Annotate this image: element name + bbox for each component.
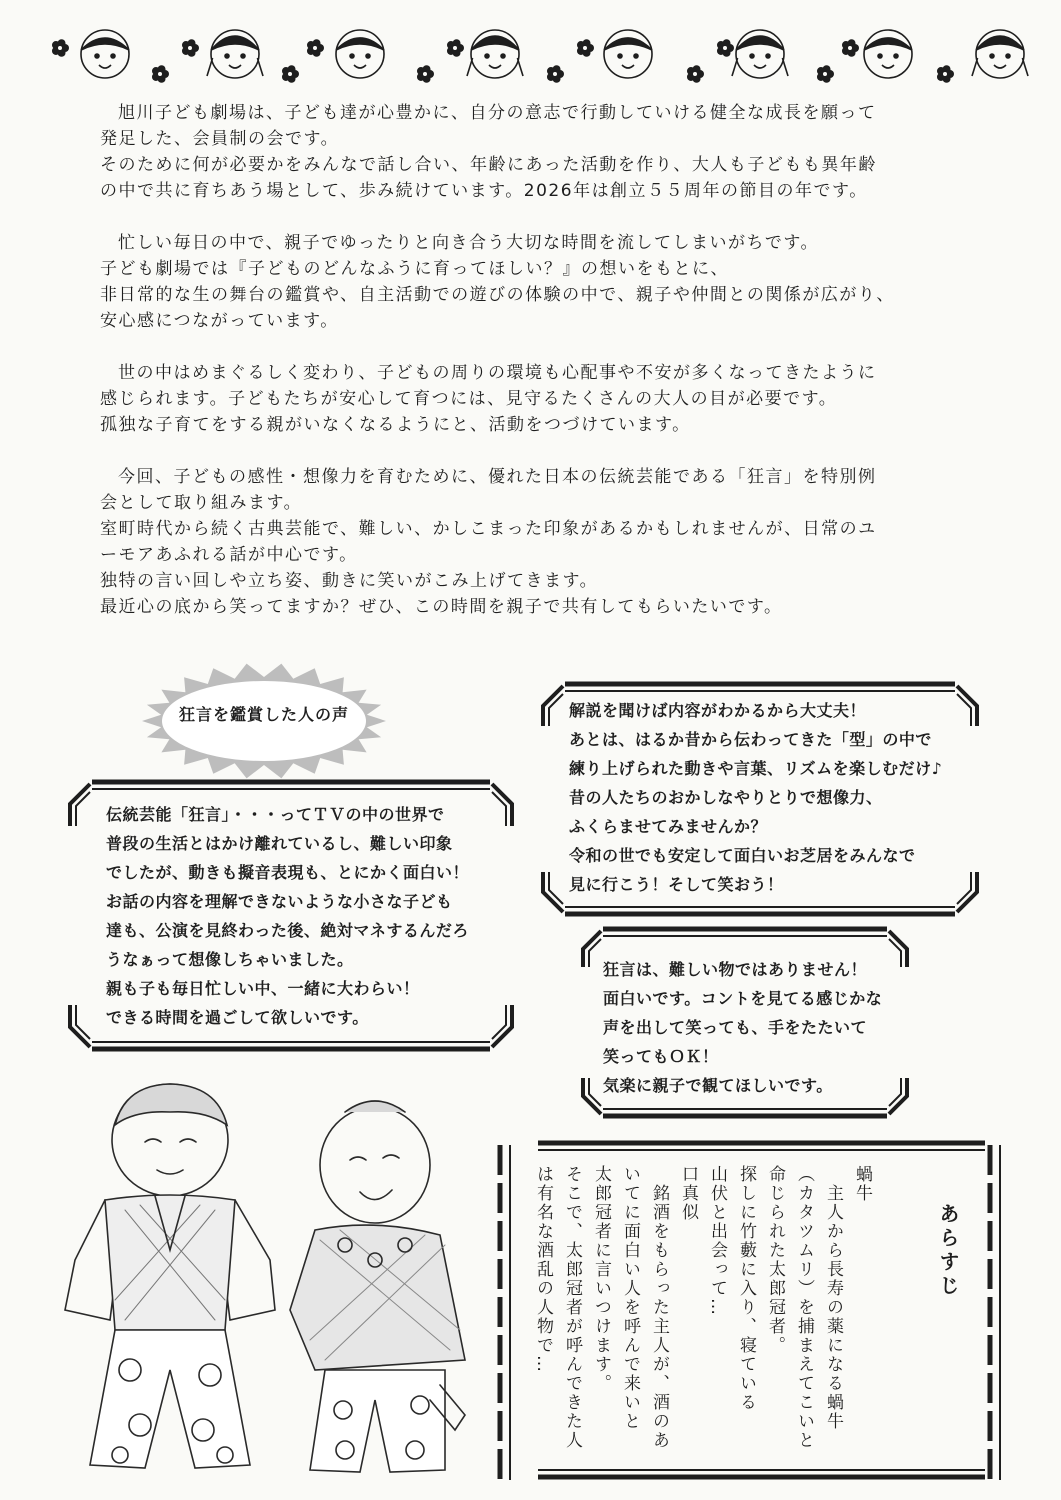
text-line: でしたが、動きも擬音表現も、とにかく面白い！ — [106, 863, 470, 882]
flower-icon — [717, 39, 734, 57]
text-line: 今回、子どもの感性・想像力を育むために、優れた日本の伝統芸能である「狂言」を特別例 — [118, 467, 877, 487]
text-line: 気楽に親子で観てほしいです。 — [603, 1076, 833, 1095]
flower-icon — [152, 65, 169, 83]
flower-icon — [937, 65, 954, 83]
text-line: 笑ってもＯＫ！ — [603, 1047, 719, 1066]
explanation-text — [569, 696, 942, 899]
voices-heading-badge — [140, 662, 388, 780]
text-line: 安心感につながっています。 — [100, 311, 339, 331]
flower-icon — [687, 65, 704, 83]
text-line: そのために何が必要かをみんなで話し合い、年齢にあった活動を作り、大人も子どもも異年齢 — [100, 155, 877, 175]
flower-icon — [547, 65, 564, 83]
text-line: 孤独な子育てをする親がいなくなるようにと、活動をつづけています。 — [100, 415, 691, 435]
text-line: あとは、はるか昔から伝わってきた「型」の中で — [569, 730, 932, 749]
text-line: 忙しい毎日の中で、親子でゆったりと向き合う大切な時間を流してしまいがちです。 — [118, 233, 819, 253]
text-line: は有名な酒乱の人物で… — [533, 1165, 553, 1374]
text-line: 独特の言い回しや立ち姿、動きに笑いがこみ上げてきます。 — [100, 571, 599, 591]
flower-icon — [842, 39, 859, 57]
text-line: 銘酒をもらった主人が、酒のあ — [649, 1165, 669, 1450]
text-line: 非日常的な生の舞台の鑑賞や、自主活動での遊びの体験の中で、親子や仲間との関係が広がり、 — [100, 285, 895, 305]
text-line: 見に行こう！そして笑おう！ — [569, 875, 784, 894]
intro-paragraph-4 — [100, 464, 970, 620]
flower-icon — [577, 39, 594, 57]
intro-text — [100, 100, 970, 646]
child-face-icon — [732, 30, 788, 78]
intro-paragraph-2 — [100, 230, 970, 334]
flower-icon — [447, 39, 464, 57]
text-line: （カタツムリ）を捕まえてこいと — [794, 1165, 814, 1450]
text-line: 親も子も毎日忙しい中、一緒に大わらい！ — [106, 979, 420, 998]
text-line: 感じられます。子どもたちが安心して育つには、見守るたくさんの大人の目が必要です。 — [100, 389, 838, 409]
text-line: お話の内容を理解できないような小さな子ども — [106, 892, 453, 911]
ok-text — [603, 955, 882, 1100]
text-line: の中で共に育ちあう場として、歩み続けています。2026年は創立５５周年の節目の年です。 — [100, 181, 868, 201]
header-decoration — [40, 18, 1030, 88]
text-line: 探しに竹藪に入り、寝ている — [736, 1165, 756, 1412]
text-line: ふくらませてみませんか？ — [569, 817, 768, 836]
text-line: 面白いです。コントを見てる感じかな — [603, 989, 883, 1008]
text-line: 子ども劇場では『子どものどんなふうに育ってほしい？』の想いをもとに、 — [100, 259, 729, 279]
text-line: 口真似 — [678, 1165, 698, 1222]
flower-icon — [417, 65, 434, 83]
child-face-icon — [336, 30, 384, 78]
text-line: できる時間を過ごして欲しいです。 — [106, 1008, 369, 1027]
text-line: 普段の生活とはかけ離れているし、難しい印象 — [106, 834, 453, 853]
flower-icon — [817, 65, 834, 83]
text-line: ーモアあふれる話が中心です。 — [100, 545, 358, 565]
text-line: そこで、太郎冠者が呼んできた人 — [562, 1165, 582, 1450]
child-face-icon — [467, 30, 523, 78]
text-line: 主人から長寿の薬になる蝸牛 — [823, 1165, 843, 1431]
text-line: 蝸牛 — [852, 1165, 872, 1203]
text-line: 昔の人たちのおかしなやりとりで想像力、 — [569, 788, 883, 807]
kyogen-ok-box — [575, 925, 915, 1120]
child-face-icon — [81, 30, 129, 78]
text-line: 声を出して笑っても、手をたたいて — [603, 1018, 868, 1037]
text-line: 室町時代から続く古典芸能で、難しい、かしこまった印象があるかもしれませんが、日常のユ — [100, 519, 877, 539]
intro-paragraph-3 — [100, 360, 970, 438]
text-line: 解説を聞けば内容がわかるから大丈夫！ — [569, 701, 867, 720]
flower-icon — [52, 39, 69, 57]
text-line: 命じられた太郎冠者。 — [765, 1165, 785, 1355]
text-line: うなぁって想像しちゃいました。 — [106, 950, 354, 969]
text-line: 最近心の底から笑ってますか？ぜひ、この時間を親子で共有してもらいたいです。 — [100, 597, 783, 617]
text-line: 狂言は、難しい物ではありません！ — [603, 960, 868, 979]
voice-text — [106, 800, 469, 1032]
text-line: 世の中はめまぐるしく変わり、子どもの周りの環境も心配事や不安が多くなってきたように — [118, 363, 877, 383]
text-line: いてに面白い人を呼んで来いと — [620, 1165, 640, 1431]
synopsis-title: あらすじ — [936, 1203, 960, 1299]
text-line: 令和の世でも安定して面白いお芝居をみんなで — [569, 846, 916, 865]
child-face-icon — [972, 30, 1028, 78]
flower-icon — [182, 39, 199, 57]
text-line: 旭川子ども劇場は、子ども達が心豊かに、自分の意志で行動していける健全な成長を願って — [118, 103, 877, 123]
text-line: 会として取り組みます。 — [100, 493, 303, 513]
voice-box — [62, 778, 520, 1053]
text-line: 練り上げられた動きや言葉、リズムを楽しむだけ♪ — [569, 759, 943, 778]
intro-paragraph-1 — [100, 100, 970, 204]
text-line: 伝統芸能「狂言」・・・ってＴＶの中の世界で — [106, 805, 445, 824]
text-line: 達も、公演を見終わった後、絶対マネするんだろ — [106, 921, 469, 940]
text-line: 太郎冠者に言いつけます。 — [591, 1165, 611, 1393]
child-face-icon — [207, 30, 263, 78]
synopsis-box — [480, 1135, 1020, 1485]
explanation-box — [535, 680, 985, 918]
flower-icon — [282, 65, 299, 83]
text-line: 山伏と出会って… — [707, 1165, 727, 1317]
flower-icon — [307, 39, 324, 57]
synopsis-text — [528, 1165, 876, 1475]
child-face-icon — [604, 30, 652, 78]
text-line: 発足した、会員制の会です。 — [100, 129, 340, 149]
voices-heading: 狂言を鑑賞した人の声 — [178, 705, 349, 724]
kyogen-actors-illustration — [45, 1070, 490, 1485]
child-face-icon — [864, 30, 912, 78]
